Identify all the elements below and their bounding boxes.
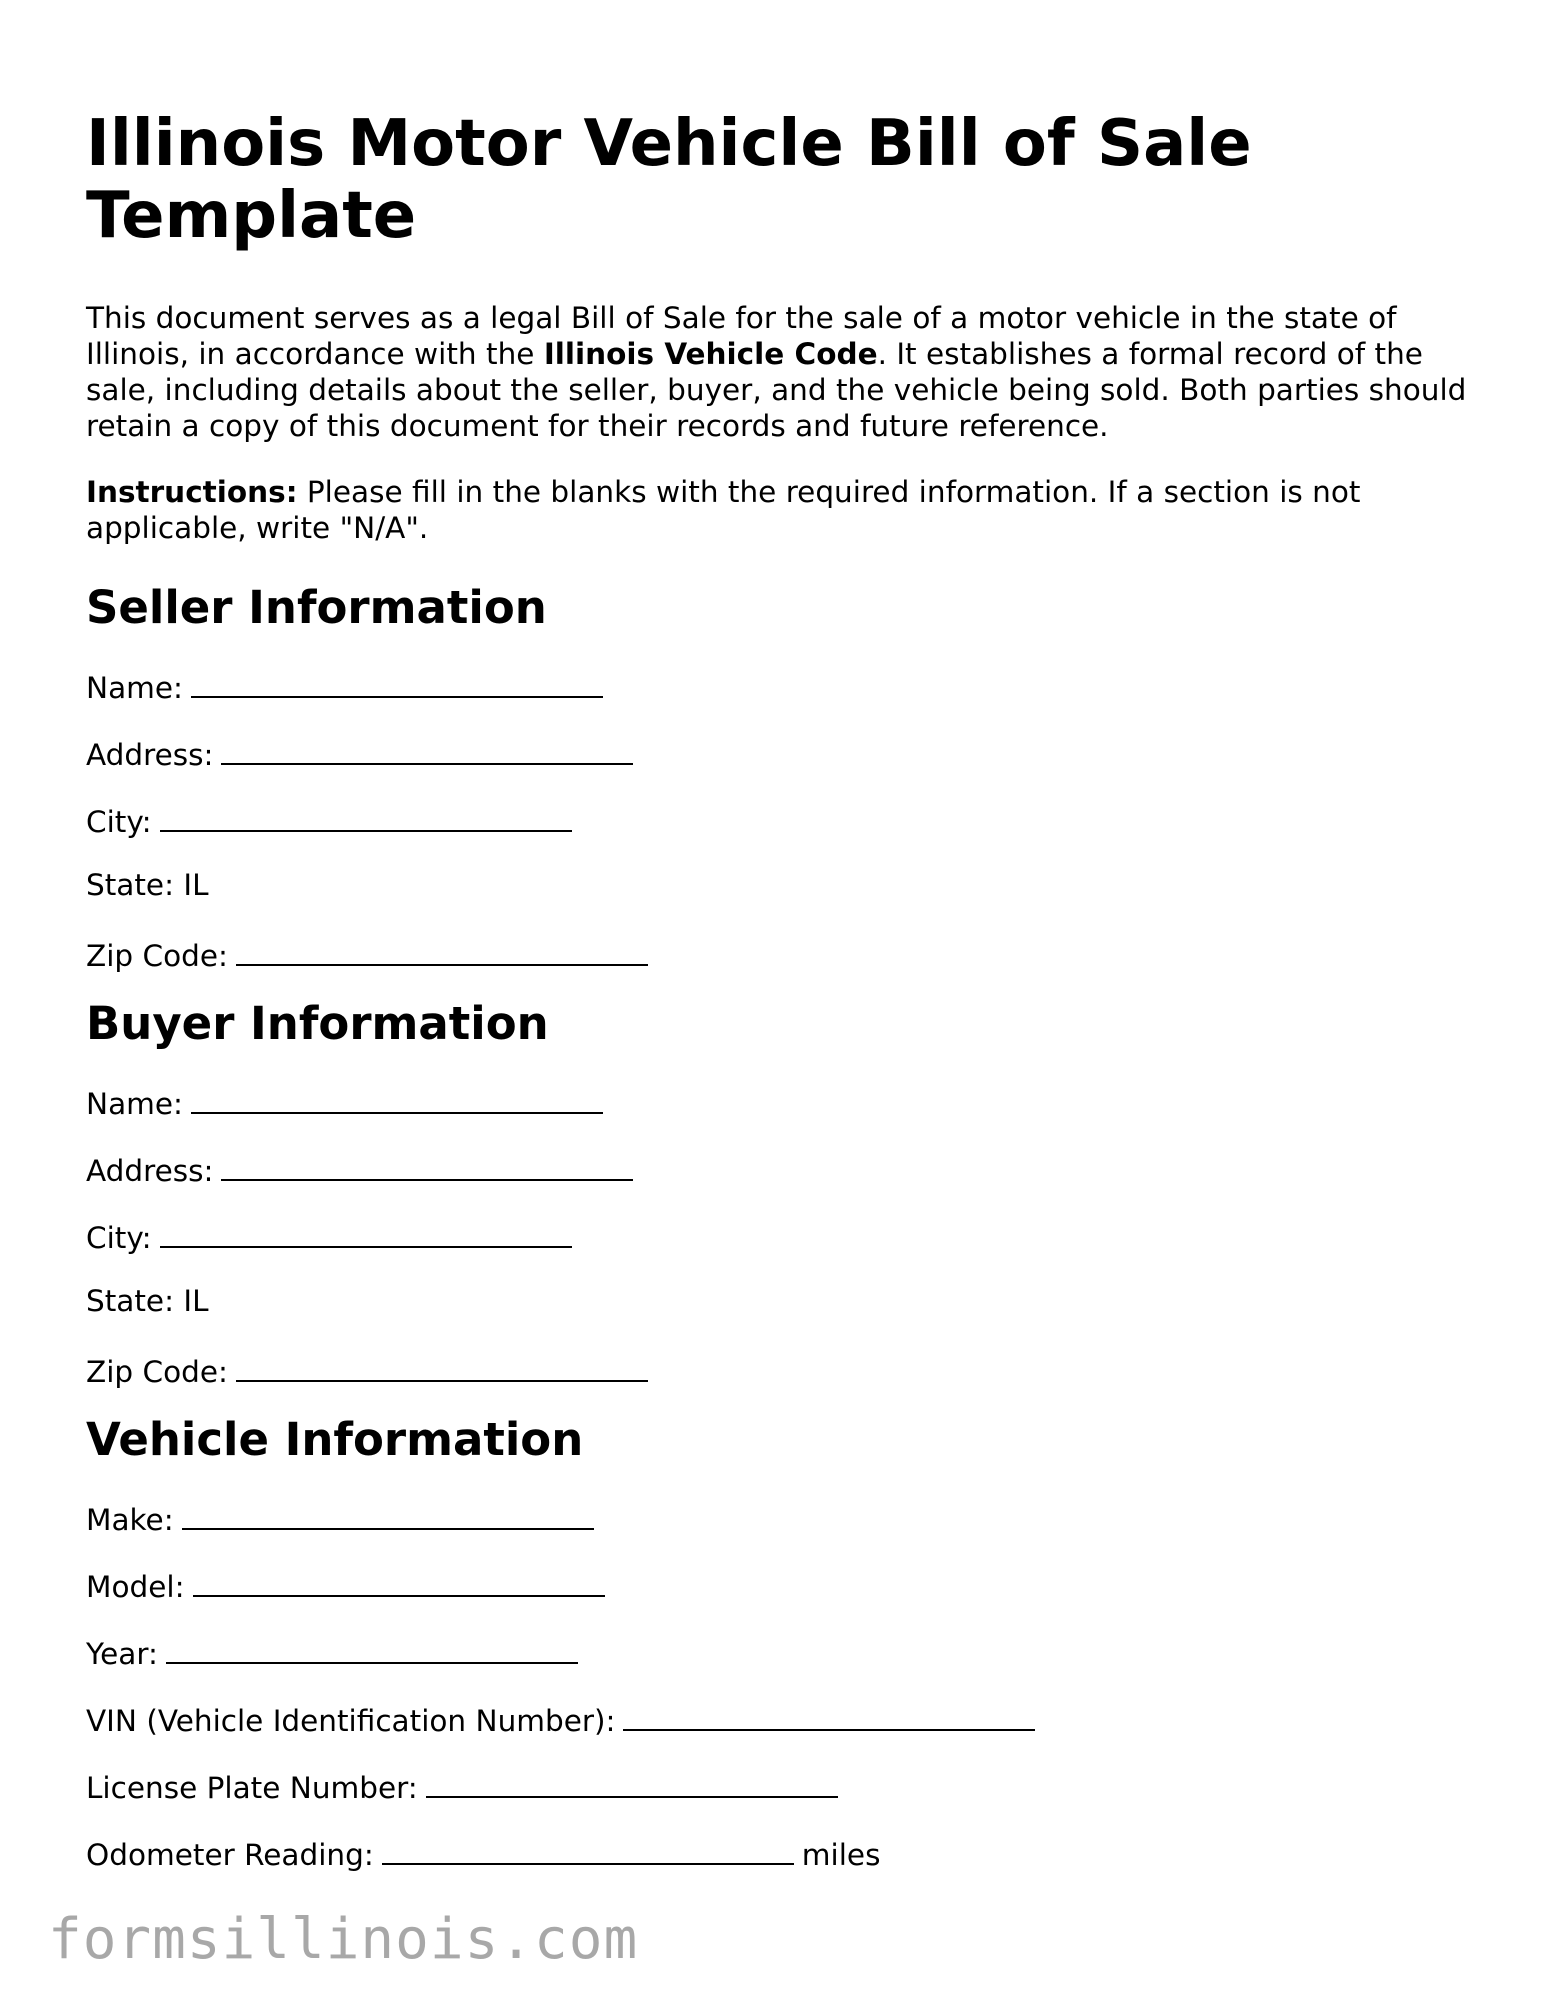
seller-heading: Seller Information	[86, 581, 547, 634]
buyer-city-blank[interactable]	[160, 1216, 572, 1248]
vehicle-section	[86, 1413, 1486, 1872]
seller-city-blank[interactable]	[160, 800, 572, 832]
seller-name-field	[86, 666, 1486, 705]
seller-state-text: State: IL	[86, 868, 209, 902]
buyer-name-field	[86, 1082, 1486, 1121]
seller-city-label: City:	[86, 805, 152, 839]
seller-zip-label: Zip Code:	[86, 939, 228, 973]
buyer-heading: Buyer Information	[86, 997, 549, 1050]
instructions-text: Please fill in the blanks with the required information. If a section is not applicable, write "N/A".	[86, 475, 1361, 545]
instructions-label: Instructions:	[86, 475, 298, 509]
buyer-section	[86, 997, 1486, 1389]
buyer-name-label: Name:	[86, 1087, 183, 1121]
buyer-zip-field	[86, 1350, 1486, 1389]
intro-text-start: This document serves as a legal Bill of Sale for the sale of a motor vehicle in the state of Illinois, in accordance with the	[86, 301, 1397, 371]
intro-text-end: . It establishes a formal record of the sale, including details about the seller, buyer, and the vehicle being sold. Both parties should retain a copy of this document for their records and future reference.	[86, 337, 1467, 443]
document-page	[86, 107, 1486, 1872]
buyer-address-label: Address:	[86, 1154, 214, 1188]
buyer-address-field	[86, 1149, 1486, 1188]
seller-address-label: Address:	[86, 738, 214, 772]
buyer-name-blank[interactable]	[191, 1082, 603, 1114]
seller-state-field	[86, 867, 1486, 903]
vehicle-odometer-unit: miles	[801, 1838, 881, 1872]
vehicle-plate-label: License Plate Number:	[86, 1771, 418, 1805]
seller-address-blank[interactable]	[221, 733, 633, 765]
buyer-address-blank[interactable]	[221, 1149, 633, 1181]
vehicle-vin-field	[86, 1699, 1486, 1738]
buyer-state-text: State: IL	[86, 1284, 209, 1318]
document-title: Illinois Motor Vehicle Bill of Sale Template	[86, 107, 1252, 253]
buyer-zip-label: Zip Code:	[86, 1355, 228, 1389]
vehicle-model-field	[86, 1565, 1486, 1604]
seller-name-label: Name:	[86, 671, 183, 705]
vehicle-odometer-label: Odometer Reading:	[86, 1838, 374, 1872]
site-watermark: formsillinois.com	[48, 1907, 639, 1972]
vehicle-model-label: Model:	[86, 1570, 185, 1604]
buyer-city-label: City:	[86, 1221, 152, 1255]
seller-zip-blank[interactable]	[236, 934, 648, 966]
intro-bold-code: Illinois Vehicle Code	[543, 337, 878, 371]
vehicle-model-blank[interactable]	[193, 1565, 605, 1597]
vehicle-plate-field	[86, 1766, 1486, 1805]
seller-address-field	[86, 733, 1486, 772]
vehicle-plate-blank[interactable]	[426, 1766, 838, 1798]
buyer-city-field	[86, 1216, 1486, 1255]
vehicle-vin-blank[interactable]	[623, 1699, 1035, 1731]
vehicle-make-blank[interactable]	[182, 1498, 594, 1530]
vehicle-year-blank[interactable]	[166, 1632, 578, 1664]
vehicle-year-label: Year:	[86, 1637, 158, 1671]
seller-name-blank[interactable]	[191, 666, 603, 698]
seller-city-field	[86, 800, 1486, 839]
vehicle-heading: Vehicle Information	[86, 1413, 584, 1466]
buyer-zip-blank[interactable]	[236, 1350, 648, 1382]
seller-zip-field	[86, 934, 1486, 973]
vehicle-odometer-field	[86, 1833, 1486, 1872]
vehicle-vin-label: VIN (Vehicle Identification Number):	[86, 1704, 616, 1738]
seller-section	[86, 581, 1486, 973]
vehicle-make-label: Make:	[86, 1503, 174, 1537]
vehicle-odometer-blank[interactable]	[382, 1833, 794, 1865]
intro-paragraph	[86, 300, 1486, 444]
vehicle-year-field	[86, 1632, 1486, 1671]
vehicle-make-field	[86, 1498, 1486, 1537]
buyer-state-field	[86, 1283, 1486, 1319]
instructions-paragraph	[86, 474, 1486, 546]
